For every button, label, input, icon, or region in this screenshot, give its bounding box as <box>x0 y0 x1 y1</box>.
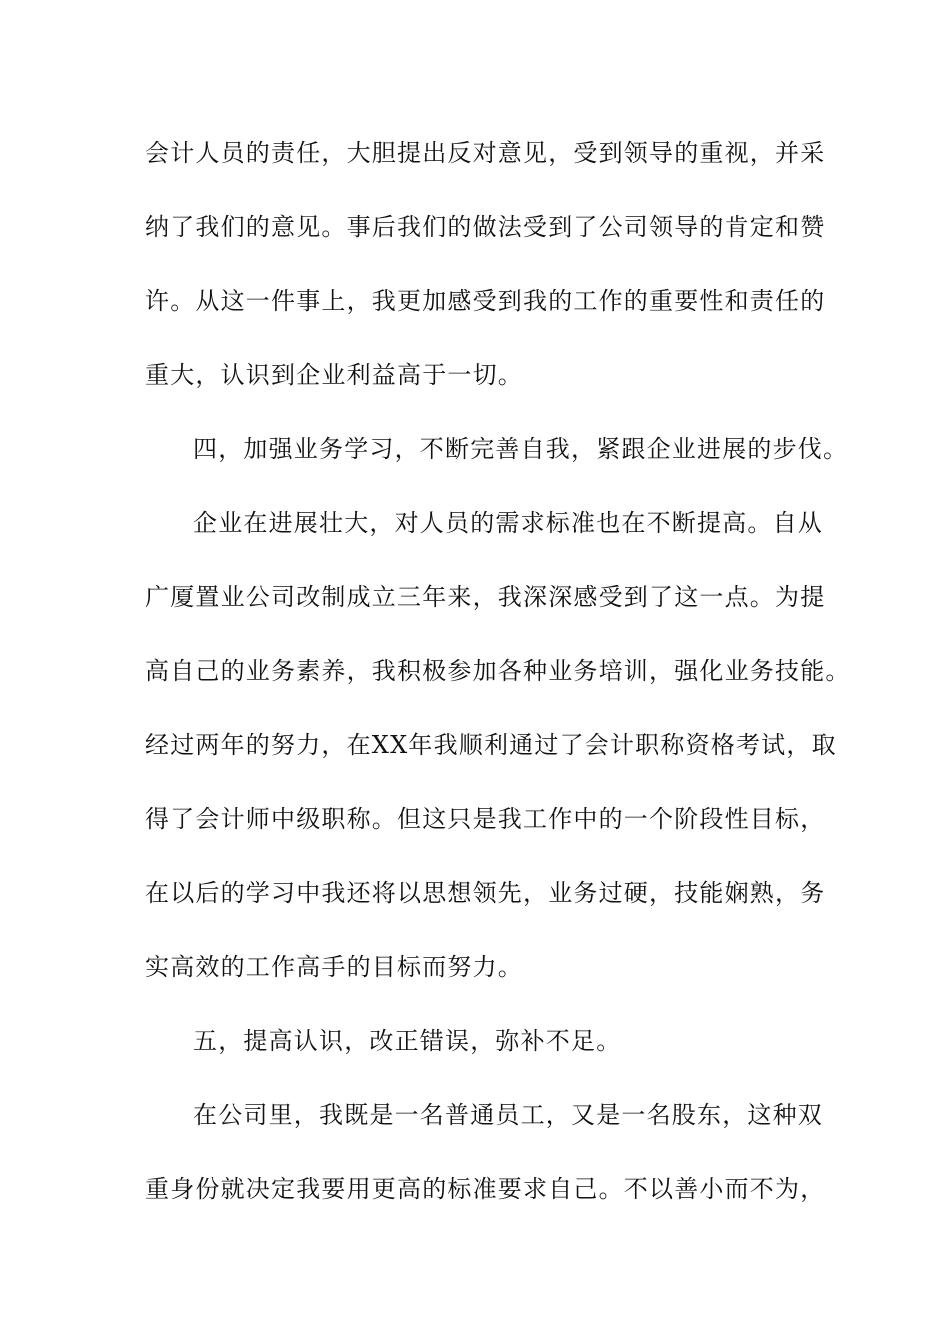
paragraph-start-line: 在公司里，我既是一名普通员工，又是一名股东，这种双 <box>193 1101 823 1129</box>
text-line: 得了会计师中级职称。但这只是我工作中的一个阶段性目标， <box>145 805 826 833</box>
section-heading: 四，加强业务学习，不断完善自我，紧跟企业进展的步伐。 <box>193 435 849 463</box>
text-line: 重身份就决定我要用更高的标准要求自己。不以善小而不为， <box>145 1175 826 1203</box>
text-line: 广厦置业公司改制成立三年来，我深深感受到了这一点。为提 <box>145 583 826 611</box>
paragraph-start-line: 企业在进展壮大，对人员的需求标准也在不断提高。自从 <box>193 509 823 537</box>
text-line: 经过两年的努力，在XX年我顺利通过了会计职称资格考试，取 <box>145 731 837 759</box>
text-line: 纳了我们的意见。事后我们的做法受到了公司领导的肯定和赞 <box>145 213 826 241</box>
text-line: 实高效的工作高手的目标而努力。 <box>145 953 523 981</box>
text-line: 会计人员的责任，大胆提出反对意见，受到领导的重视，并采 <box>145 139 826 167</box>
text-line: 高自己的业务素养，我积极参加各种业务培训，强化业务技能。 <box>145 657 851 685</box>
section-heading: 五，提高认识，改正错误，弥补不足。 <box>193 1027 622 1055</box>
text-line: 许。从这一件事上，我更加感受到我的工作的重要性和责任的 <box>145 287 826 315</box>
text-line: 重大，认识到企业利益高于一切。 <box>145 361 523 389</box>
text-line: 在以后的学习中我还将以思想领先，业务过硬，技能娴熟，务 <box>145 879 826 907</box>
